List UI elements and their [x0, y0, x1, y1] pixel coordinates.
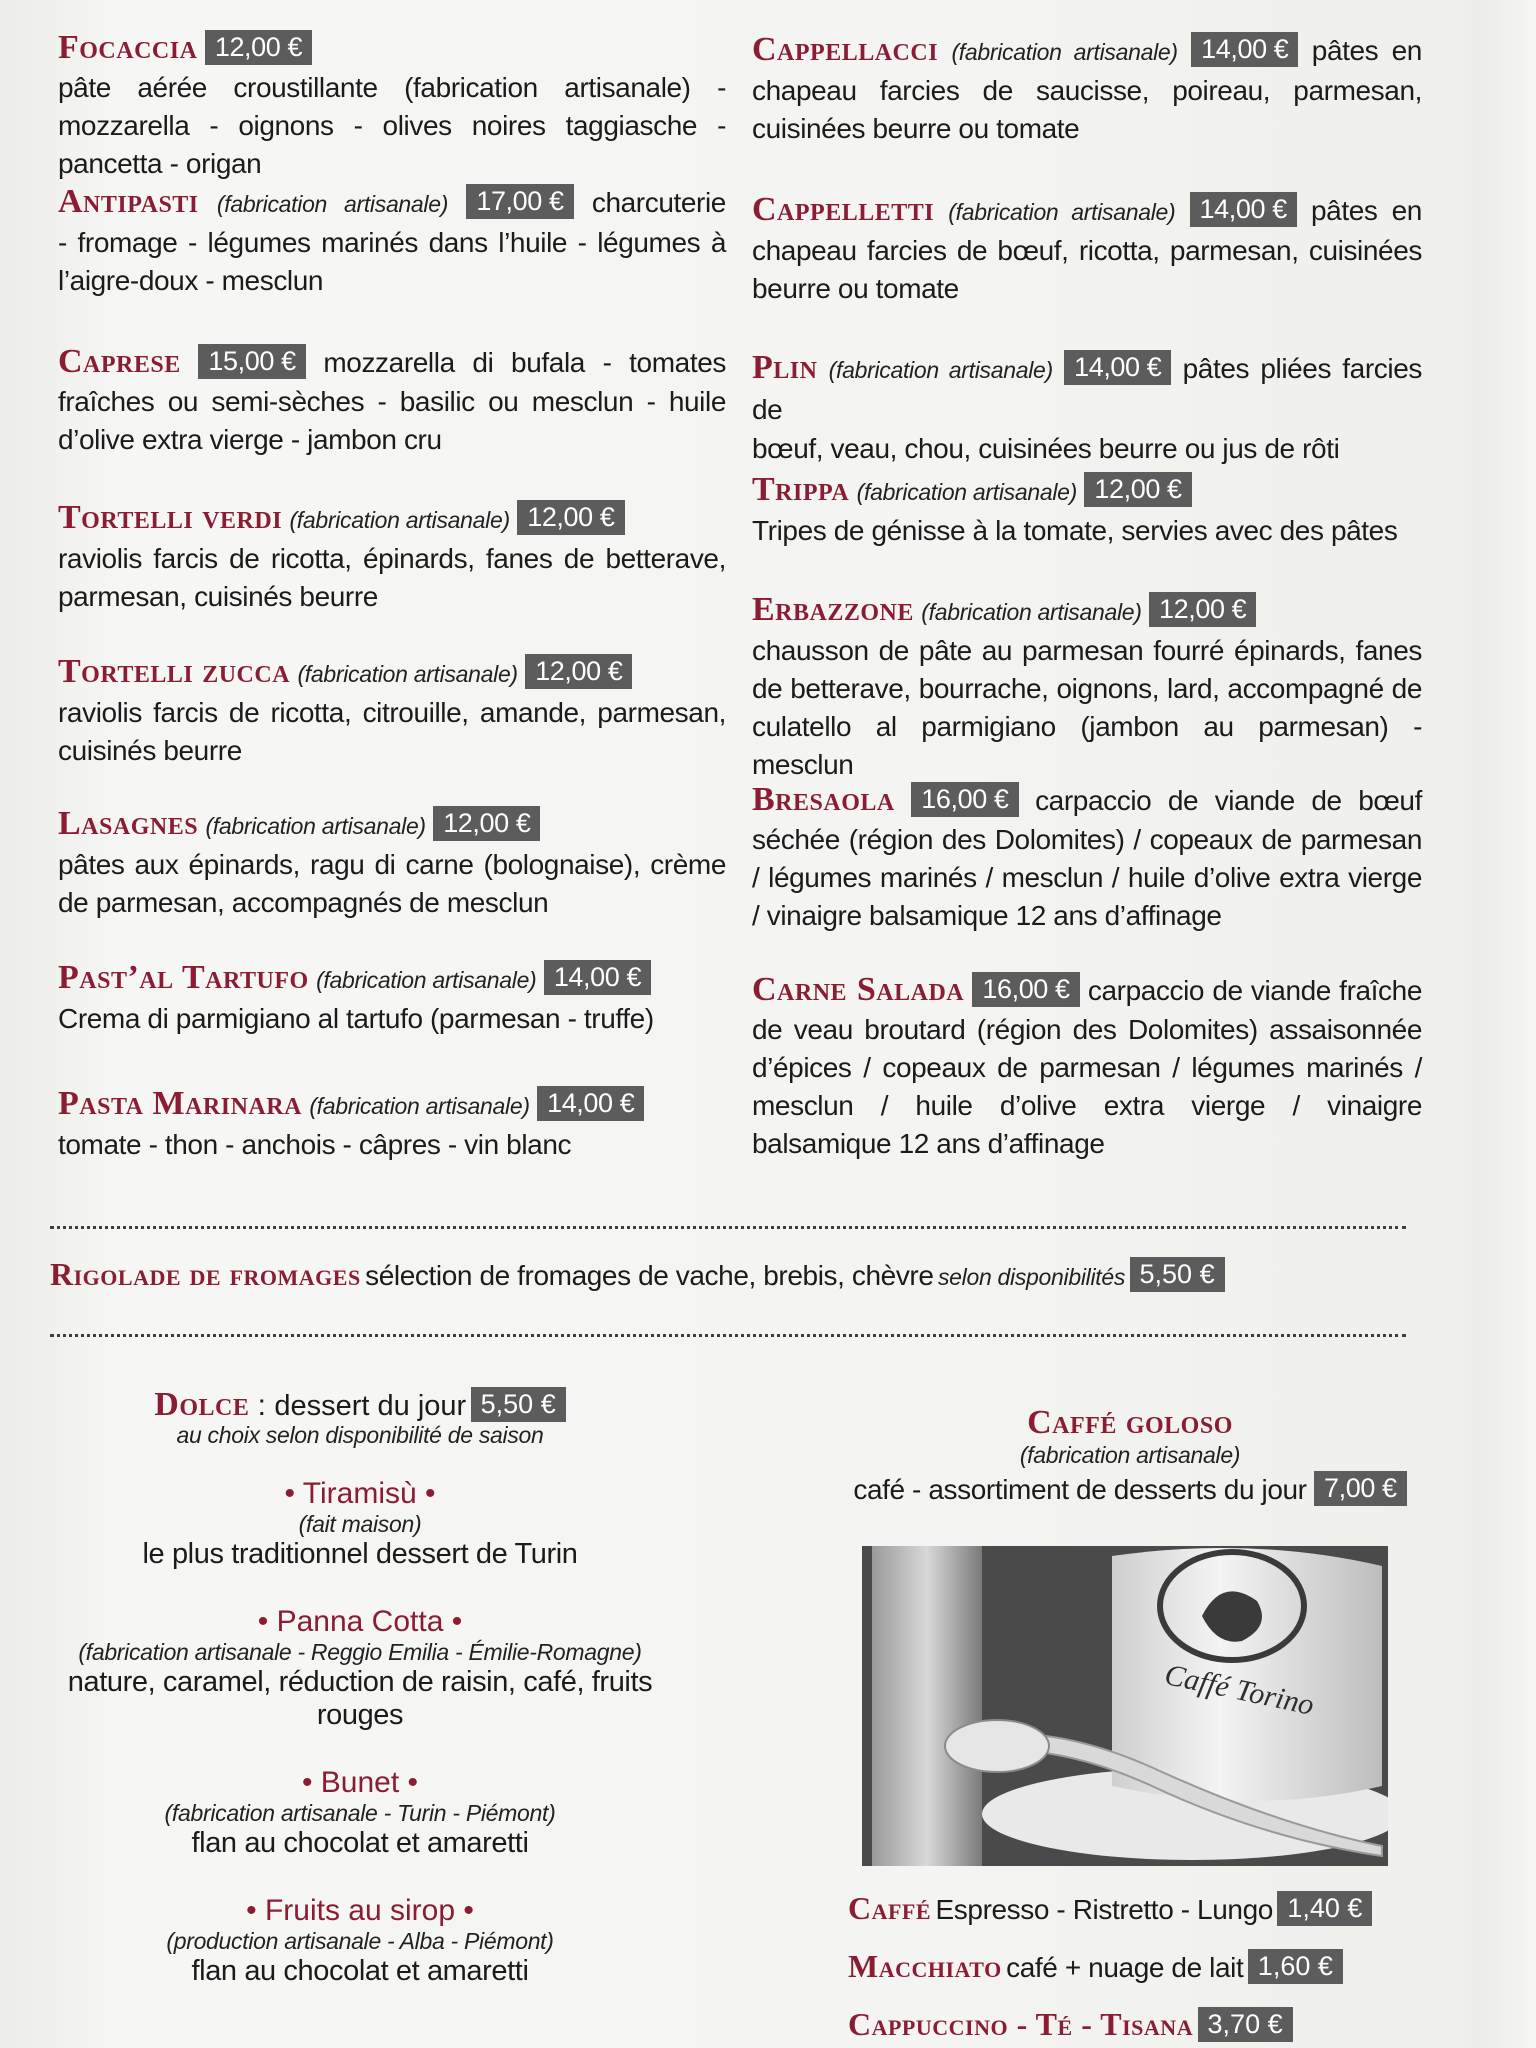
dolce-header — [40, 1386, 680, 1424]
menu-item-erbazzone — [752, 590, 1422, 784]
dish-description: raviolis farcis de ricotta, citrouille, amande, parmesan, cuisinés beurre — [58, 697, 726, 766]
dish-note: (fabrication artisanale) — [316, 967, 537, 993]
cheese-price: 5,50 € — [1130, 1257, 1225, 1292]
spoon-bowl — [945, 1720, 1049, 1772]
coffee-cup-illustration — [862, 1546, 1388, 1866]
caffe-goloso-section — [850, 1404, 1410, 1506]
goloso-row — [850, 1471, 1410, 1506]
dolce-label: dessert du jour — [274, 1390, 467, 1422]
drink-row-cappuccino — [848, 2006, 1408, 2048]
dish-description: tomate - thon - anchois - câpres - vin blanc — [58, 1129, 572, 1160]
dessert-bunet — [40, 1766, 680, 1860]
drink-row-macchiato — [848, 1948, 1408, 2006]
dessert-origin: (production artisanale - Alba - Piémont) — [166, 1928, 554, 1954]
drink-name: Caffé — [848, 1890, 932, 1926]
dish-name: Antipasti — [58, 183, 199, 220]
dish-name: Carne Salada — [752, 971, 965, 1008]
menu-item-cappellacci — [752, 30, 1422, 148]
drink-price: 3,70 € — [1198, 2007, 1293, 2042]
menu-item-carne-salada — [752, 970, 1422, 1163]
drink-price: 1,40 € — [1277, 1891, 1372, 1926]
dessert-name: • Panna Cotta • — [257, 1605, 463, 1638]
goloso-price: 7,00 € — [1314, 1471, 1407, 1506]
dessert-origin: (fabrication artisanale - Turin - Piémont) — [164, 1800, 556, 1826]
dessert-description: flan au chocolat et amaretti — [191, 1827, 529, 1859]
coffee-cup-photo — [862, 1546, 1388, 1866]
dish-description: raviolis farcis de ricotta, épinards, fanes de betterave, parmesan, cuisinés beurre — [58, 543, 726, 612]
dish-name: Past’al Tartufo — [58, 959, 309, 996]
price-tag: 12,00 € — [433, 806, 540, 841]
menu-item-cappelletti — [752, 190, 1422, 308]
drink-name: Cappuccino - Té - Tisana — [848, 2006, 1194, 2042]
dish-name: Cappelletti — [752, 191, 935, 228]
cup-brand-text: Caffé Torino — [1161, 1658, 1317, 1722]
dish-description: Tripes de génisse à la tomate, servies avec des pâtes — [752, 515, 1398, 546]
menu-item-antipasti — [58, 182, 726, 300]
dish-name: Cappellacci — [752, 31, 939, 68]
dish-name: Focaccia — [58, 29, 198, 66]
price-tag: 17,00 € — [466, 184, 573, 219]
dish-name: Trippa — [752, 471, 850, 508]
dish-description: bœuf, veau, chou, cuisinées beurre ou jus de rôti — [752, 433, 1340, 464]
menu-item-focaccia — [58, 28, 726, 183]
dish-description: chapeau farcies de saucisse, poireau, parmesan, cuisinées beurre ou tomate — [752, 75, 1422, 144]
dish-lead: carpaccio de viande de bœuf — [1035, 785, 1422, 816]
price-tag: 12,00 € — [205, 30, 312, 65]
price-tag: 12,00 € — [1084, 472, 1191, 507]
dish-name: Caprese — [58, 343, 181, 380]
water-glass — [872, 1546, 982, 1866]
dish-description: pâte aérée croustillante (fabrication artisanale) - mozzarella - oignons - olives noires taggiasche - pancetta - origan — [58, 72, 726, 179]
price-tag: 12,00 € — [517, 500, 624, 535]
dish-name: Pasta Marinara — [58, 1085, 302, 1122]
dish-lead: pâtes pliées farcies de — [752, 353, 1422, 425]
dish-description: pâtes aux épinards, ragu di carne (bolognaise), crème de parmesan, accompagnés de mesclun — [58, 849, 726, 918]
drink-price: 1,60 € — [1248, 1949, 1343, 1984]
dish-note: (fabrication artisanale) — [948, 199, 1176, 225]
dolce-subtitle: au choix selon disponibilité de saison — [176, 1422, 544, 1448]
goloso-name: Caffé goloso — [1027, 1404, 1233, 1441]
menu-item-tortelli-verdi — [58, 498, 726, 616]
dish-note: (fabrication artisanale) — [951, 39, 1178, 65]
dessert-name: • Fruits au sirop • — [246, 1894, 474, 1927]
dotted-divider-bottom — [50, 1334, 1406, 1337]
dish-name: Tortelli verdi — [58, 499, 283, 536]
dish-description: de veau broutard (région des Dolomites) assaisonnée d’épices / copeaux de parmesan / légumes marinés / mesclun / huile d’olive extra vierge / vinaigre balsamique 12 ans d’affinage — [752, 1014, 1422, 1159]
dessert-origin: (fait maison) — [298, 1511, 422, 1537]
dolce-price: 5,50 € — [471, 1387, 566, 1422]
dessert-tiramisu — [40, 1477, 680, 1571]
dish-description: chausson de pâte au parmesan fourré épinards, fanes de betterave, bourrache, oignons, lard, accompagné de culatello al parmigiano (jambon au parmesan) - mesclun — [752, 635, 1422, 780]
price-tag: 14,00 € — [1064, 350, 1171, 385]
dessert-name: • Tiramisù • — [284, 1477, 436, 1510]
dessert-panna-cotta — [40, 1605, 680, 1732]
price-tag: 14,00 € — [1191, 32, 1298, 67]
dish-description: séchée (région des Dolomites) / copeaux de parmesan / légumes marinés / mesclun / huile d’olive extra vierge / vinaigre balsamique 12 ans d’affinage — [752, 824, 1422, 931]
dish-lead: mozzarella di bufala - tomates — [323, 347, 726, 378]
dish-note: (fabrication artisanale) — [216, 191, 449, 217]
dish-name: Plin — [752, 349, 818, 386]
page-edge — [1472, 0, 1536, 2048]
dish-name: Lasagnes — [58, 805, 199, 842]
menu-item-plin — [752, 348, 1422, 468]
menu-item-caprese — [58, 342, 726, 459]
dish-name: Bresaola — [752, 781, 895, 818]
dish-note: (fabrication artisanale) — [309, 1093, 530, 1119]
goloso-note: (fabrication artisanale) — [1019, 1442, 1241, 1468]
cheese-description: sélection de fromages de vache, brebis, chèvre — [365, 1260, 934, 1291]
dolce-name: Dolce — [154, 1386, 250, 1423]
dish-note: (fabrication artisanale) — [205, 813, 426, 839]
price-tag: 14,00 € — [537, 1086, 644, 1121]
drink-description: Espresso - Ristretto - Lungo — [935, 1894, 1273, 1925]
price-tag: 14,00 € — [1190, 192, 1297, 227]
drink-description: café + nuage de lait — [1006, 1952, 1244, 1983]
dish-description: chapeau farcies de bœuf, ricotta, parmesan, cuisinées beurre ou tomate — [752, 235, 1422, 304]
dish-note: (fabrication artisanale) — [921, 599, 1142, 625]
dish-description: - fromage - légumes marinés dans l’huile - légumes à l’aigre-doux - mesclun — [58, 227, 726, 296]
dessert-fruits-au-sirop — [40, 1894, 680, 1988]
dish-name: Erbazzone — [752, 591, 914, 628]
dish-description: Crema di parmigiano al tartufo (parmesan - truffe) — [58, 1003, 654, 1034]
cheese-note: selon disponibilités — [937, 1264, 1126, 1290]
dish-lead: charcuterie — [591, 187, 726, 218]
dish-note: (fabrication artisanale) — [856, 479, 1077, 505]
menu-item-lasagnes — [58, 804, 726, 922]
goloso-description: café - assortiment de desserts du jour — [853, 1474, 1307, 1505]
dish-lead: pâtes en — [1310, 195, 1422, 226]
menu-item-pastal-tartufo — [58, 958, 726, 1038]
menu-item-bresaola — [752, 780, 1422, 935]
drink-name: Macchiato — [848, 1948, 1002, 1984]
price-tag: 12,00 € — [525, 654, 632, 689]
price-tag: 16,00 € — [972, 972, 1079, 1007]
cheese-row — [50, 1256, 1410, 1293]
dessert-description: nature, caramel, réduction de raisin, café, fruits rouges — [67, 1666, 653, 1731]
dish-note: (fabrication artisanale) — [297, 661, 518, 687]
menu-item-pasta-marinara — [58, 1084, 726, 1164]
dish-note: (fabrication artisanale) — [828, 357, 1053, 383]
dolce-section — [40, 1386, 680, 1988]
drinks-list — [848, 1890, 1408, 2048]
dessert-description: le plus traditionnel dessert de Turin — [142, 1538, 578, 1570]
dessert-description: flan au chocolat et amaretti — [191, 1955, 529, 1987]
dessert-origin: (fabrication artisanale - Reggio Emilia - Émilie-Romagne) — [78, 1639, 642, 1665]
dish-lead: pâtes en — [1311, 35, 1422, 66]
price-tag: 12,00 € — [1149, 592, 1256, 627]
dish-name: Tortelli zucca — [58, 653, 291, 690]
dessert-name: • Bunet • — [301, 1766, 419, 1799]
cheese-name: Rigolade de fromages — [50, 1256, 361, 1292]
drink-row-caffe — [848, 1890, 1408, 1948]
menu-item-tortelli-zucca — [58, 652, 726, 770]
dish-description: fraîches ou semi-sèches - basilic ou mesclun - huile d’olive extra vierge - jambon cru — [58, 386, 726, 455]
dish-note: (fabrication artisanale) — [289, 507, 510, 533]
dish-lead: carpaccio de viande fraîche — [1087, 975, 1422, 1006]
dolce-sep: : — [249, 1389, 275, 1422]
price-tag: 16,00 € — [911, 782, 1018, 817]
menu-item-trippa — [752, 470, 1422, 550]
price-tag: 15,00 € — [198, 344, 305, 379]
price-tag: 14,00 € — [544, 960, 651, 995]
dotted-divider-top — [50, 1226, 1406, 1229]
